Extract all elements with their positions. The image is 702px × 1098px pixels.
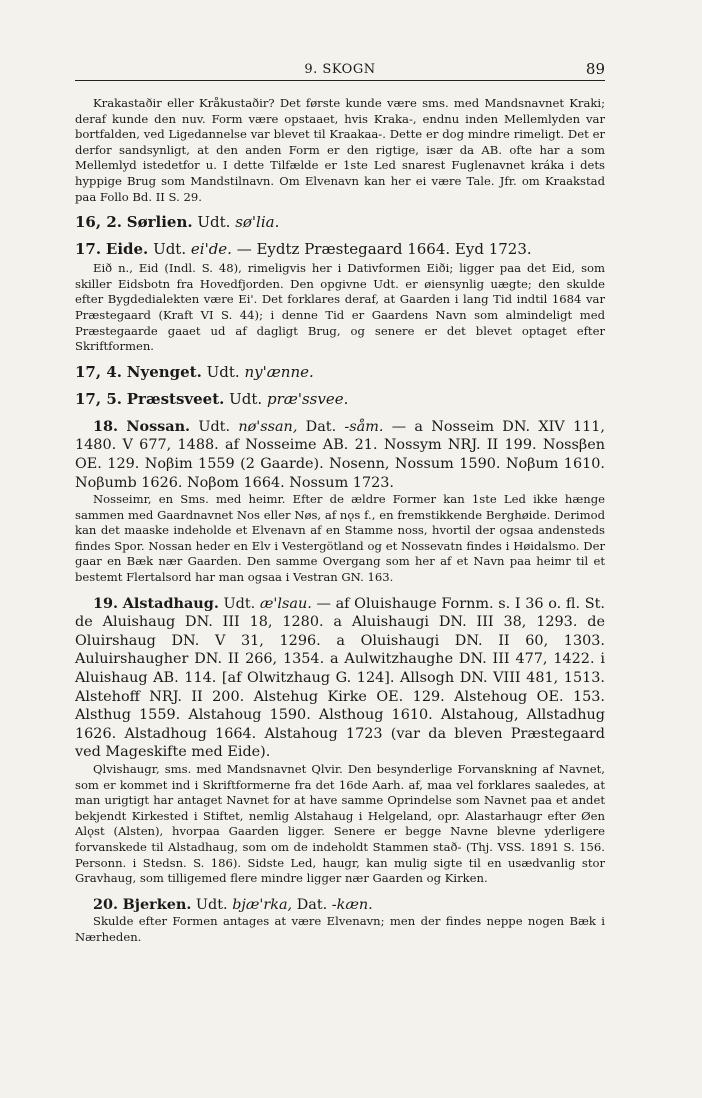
entry-number: 17, 5. (75, 389, 122, 408)
entry-18 (75, 418, 605, 492)
udt-label: Udt. (198, 418, 231, 435)
dat-label: Dat. (296, 896, 328, 913)
para-nosseimr: Nosseimr, en Sms. med heimr. Efter de ældre Former kan 1ste Led ikke hænge sammen med Gaardnavnet Nos eller Nøs, af nǫs f., en fremstikkende Berghøide. Derimod kan det maaske indeholde et Elvenavn af en Stamme noss, hvortil der ogsaa andensteds findes Spor. Nossan heder en Elv i Vestergötland og et Nossevatn findes i Høidalsmo. Der gaar en Bæk nær Gaarden. Den samme Overgang som her af et Navn paa heimr til et bestemt Flertalsord har man ogsaa i Vestran GN. 163. (75, 492, 605, 585)
dative-pronunciation: -kæn. (331, 896, 373, 913)
pronunciation: ei'de. (190, 240, 232, 259)
historical-forms: — af Oluishauge Fornm. s. I 36 o. fl. St. de Aluishaug DN. III 18, 1280. a Aluishaugi DN. III 38, 1293. de Oluirshaug DN. V 31, 1296. a Oluishaugi DN. II 60, 1303. Auluirshaugher DN. II 266, 1354. a Aulwitzhaughe DN. III 477, 1422. i Aluishaug AB. 114. [af Olwitzhaug G. 124]. Allsogh DN. VIII 481, 1513. Alstehoff NRJ. II 200. Alstehug Kirke OE. 129. Alstehoug OE. 153. Alsthug 1559. Alstahoug 1590. Alsthoug 1610. Alstahoug, Allstadhug 1626. Alstadhoug 1664. Alstahoug 1723 (var da bleven Præstegaard ved Mageskifte med Eide). (75, 595, 605, 761)
para-krakastadir: Krakastaðir eller Kråkustaðir? Det første kunde være sms. med Mandsnavnet Kraki; deraf kunde den nuv. Form være opstaaet, hvis Kraka-, endnu inden Mellemlyden var bortfalden, ved Ligedannelse var blevet til Kraakaa-. Dette er dog mindre rimeligt. Det er derfor sandsynligt, at den anden Form er den rigtige, især da AB. ofte har a som Mellemlyd istedetfor u. I dette Tilfælde er 1ste Led snarest Fuglenavnet kráka i dets hyppige Brug som Mandstilnavn. Om Elvenavn kan her ei være Tale. Jfr. om Kraakstad paa Follo Bd. II S. 29. (75, 96, 605, 204)
historical-forms: — Eydtz Præstegaard 1664. Eyd 1723. (236, 240, 532, 259)
dative-pronunciation: -såm. (344, 418, 384, 435)
entry-number: 17, 4. (75, 362, 122, 381)
para-eid: Eið n., Eid (Indl. S. 48), rimeligvis her i Dativformen Eiði; ligger paa det Eid, som skiller Eidsbotn fra Hovedfjorden. Den opgivne Udt. er øiensynlig uægte; den skulde efter Bygdedialekten være Ei'. Det forklares deraf, at Gaarden i lang Tid indtil 1684 var Præstegaard (Kraft VI S. 44); i denne Tid er Gaardens Navn som almindeligt med Præstegaarde gaaet ud af dagligt Brug, og senere er det blevet optaget efter Skriftformen. (75, 261, 605, 354)
entry-number: 16, 2. (75, 213, 122, 232)
pronunciation: nø'ssan, (238, 418, 298, 435)
entry-19 (75, 595, 605, 762)
pronunciation: sø'lia. (235, 213, 280, 232)
pronunciation: præ'ssvee. (266, 389, 349, 408)
entry-number: 17. (75, 240, 102, 259)
udt-label: Udt. (229, 389, 263, 408)
entry-20 (75, 896, 605, 915)
header-rule (75, 80, 605, 81)
entry-number: 18. (93, 417, 119, 435)
running-header (75, 0, 605, 82)
dat-label: Dat. (305, 418, 337, 435)
farm-name: Nossan. (126, 417, 191, 435)
para-bjerken: Skulde efter Formen antages at være Elvenavn; men der findes neppe nogen Bæk i Nærheden. (75, 914, 605, 944)
pronunciation: bjæ'rka, (232, 896, 293, 913)
entry-number: 20. (93, 895, 119, 913)
farm-name: Alstadhaug. (122, 594, 219, 612)
entry-17-5 (75, 390, 605, 409)
udt-label: Udt. (223, 595, 256, 612)
entry-16-2 (75, 213, 605, 232)
pronunciation: æ'lsau. (259, 595, 312, 612)
entry-17 (75, 240, 605, 259)
farm-name: Præstsveet. (126, 389, 225, 408)
farm-name: Nyenget. (126, 362, 202, 381)
page-number: 89 (585, 60, 605, 78)
entry-17-4 (75, 363, 605, 382)
udt-label: Udt. (197, 213, 231, 232)
page (75, 0, 605, 944)
farm-name: Eide. (105, 240, 149, 259)
pronunciation: ny'ænne. (244, 362, 314, 381)
historical-forms: — a Nosseim DN. XIV 111, 1480. V 677, 1488. af Nosseime AB. 21. Nossym NRJ. II 199. Nossβen OE. 129. Noβim 1559 (2 Gaarde). Nosenn, Nossum 1590. Noβum 1610. Noβumb 1626. Noβom 1664. Nossum 1723. (75, 418, 605, 491)
farm-name: Bjerken. (122, 895, 192, 913)
entry-number: 19. (93, 594, 119, 612)
udt-label: Udt. (153, 240, 187, 259)
farm-name: Sørlien. (126, 213, 193, 232)
udt-label: Udt. (206, 362, 240, 381)
para-qlvishaugr: Qlvishaugr, sms. med Mandsnavnet Qlvir. Den besynderlige Forvanskning af Navnet, som er kommet ind i Skriftformerne fra det 16de Aarh. af, maa vel forklares saaledes, at man urigtigt har antaget Navnet for at have samme Oprindelse som Navnet paa et andet bekjendt Kirkested i Stiftet, nemlig Alstahaug i Helgeland, opr. Alastarhaugr efter Øen Alǫst (Alsten), hvorpaa Gaarden ligger. Senere er begge Navne blevne yderligere forvanskede til Alstadhaug, som om de indeholdt Stammen stað- (Thj. VSS. 1891 S. 156. Personn. i Stedsn. S. 186). Sidste Led, haugr, kan mulig sigte til en usædvanlig stor Gravhaug, som tilligemed flere mindre ligger nær Gaarden og Kirken. (75, 762, 605, 886)
udt-label: Udt. (195, 896, 228, 913)
running-title: 9. SKOGN (304, 62, 376, 77)
page-body (75, 96, 605, 946)
